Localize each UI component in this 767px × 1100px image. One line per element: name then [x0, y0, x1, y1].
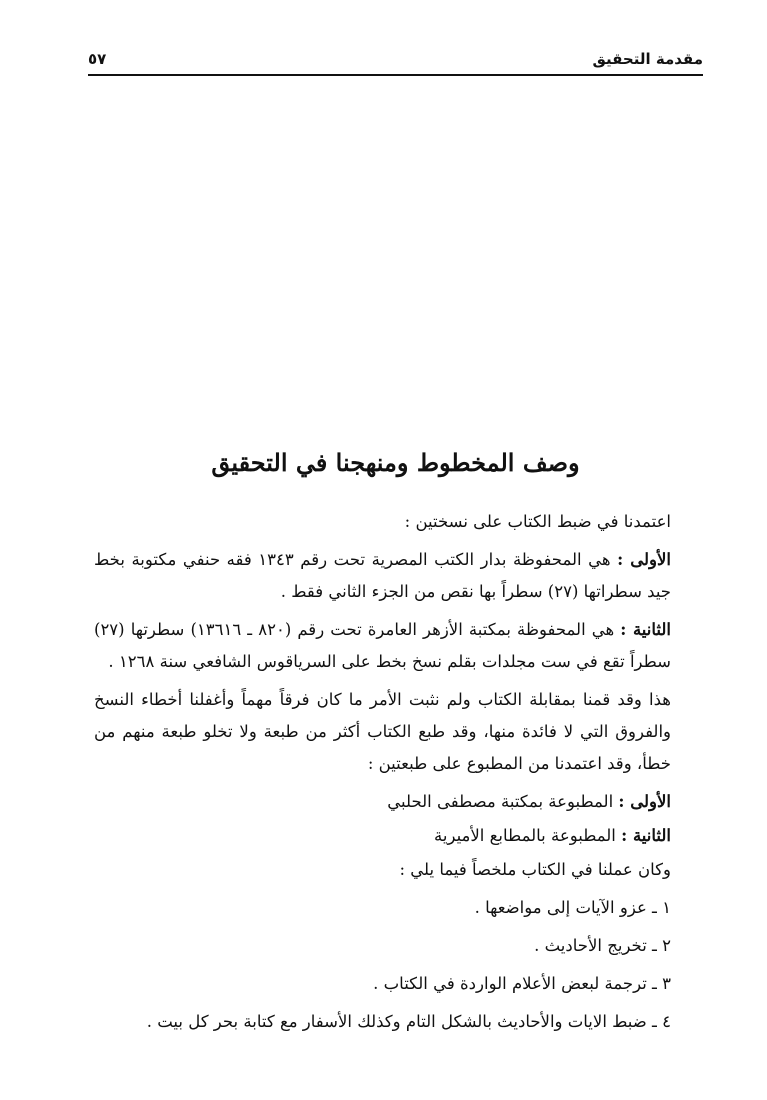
- page-number: ٥٧: [88, 50, 107, 68]
- manuscript-1-label: الأولى :: [617, 550, 671, 569]
- section-title: وصف المخطوط ومنهجنا في التحقيق: [211, 448, 580, 477]
- edition-2-label: الثانية :: [621, 826, 671, 845]
- manuscript-2-text: هي المحفوظة بمكتبة الأزهر العامرة تحت رقم (٨٢٠ ـ ١٣٦١٦) سطرتها (٢٧) سطراً تقع في ست مجلدات بقلم نسخ بخط على السرياقوس الشافعي سنة ١٢٦٨ .: [94, 620, 671, 671]
- manuscript-1-text: هي المحفوظة بدار الكتب المصرية تحت رقم ١٣٤٣ فقه حنفي مكتوبة بخط جيد سطراتها (٢٧) سطراً بها نقص من الجزء الثاني فقط .: [94, 550, 671, 601]
- work-item-4: ٤ ـ ضبط الايات والأحاديث بالشكل التام وكذلك الأسفار مع كتابة بحر كل بيت .: [146, 1012, 671, 1031]
- edition-1-line: [94, 786, 703, 818]
- work-intro-paragraph: وكان عملنا في الكتاب ملخصاً فيما يلي :: [399, 860, 671, 879]
- manuscript-1-paragraph: [94, 544, 703, 608]
- running-header: [88, 44, 703, 76]
- manuscript-2-paragraph: [94, 614, 703, 678]
- edition-2-line: [94, 820, 703, 852]
- work-item-3: ٣ ـ ترجمة لبعض الأعلام الواردة في الكتاب .: [373, 974, 671, 993]
- running-header-title: مقدمة التحقيق: [592, 50, 703, 68]
- edition-1-label: الأولى :: [618, 792, 671, 811]
- manuscript-2-label: الثانية :: [620, 620, 671, 639]
- work-item-2: ٢ ـ تخريج الأحاديث .: [534, 936, 671, 955]
- method-paragraph: هذا وقد قمنا بمقابلة الكتاب ولم نثبت الأمر ما كان فرقاً مهماً وأغفلنا أخطاء النسخ والفروق التي لا فائدة منها، وقد طبع الكتاب أكثر من طبعة ولا تخلو طبعة منهم من خطأ، وقد اعتمدنا من المطبوع على طبعتين :: [94, 690, 671, 773]
- work-item-1: ١ ـ عزو الآيات إلى مواضعها .: [474, 898, 671, 917]
- edition-2-text: المطبوعة بالمطابع الأميرية: [434, 826, 622, 845]
- intro-paragraph: اعتمدنا في ضبط الكتاب على نسختين :: [404, 512, 671, 531]
- edition-1-text: المطبوعة بمكتبة مصطفى الحلبي: [387, 792, 619, 811]
- body-text: [94, 506, 703, 1044]
